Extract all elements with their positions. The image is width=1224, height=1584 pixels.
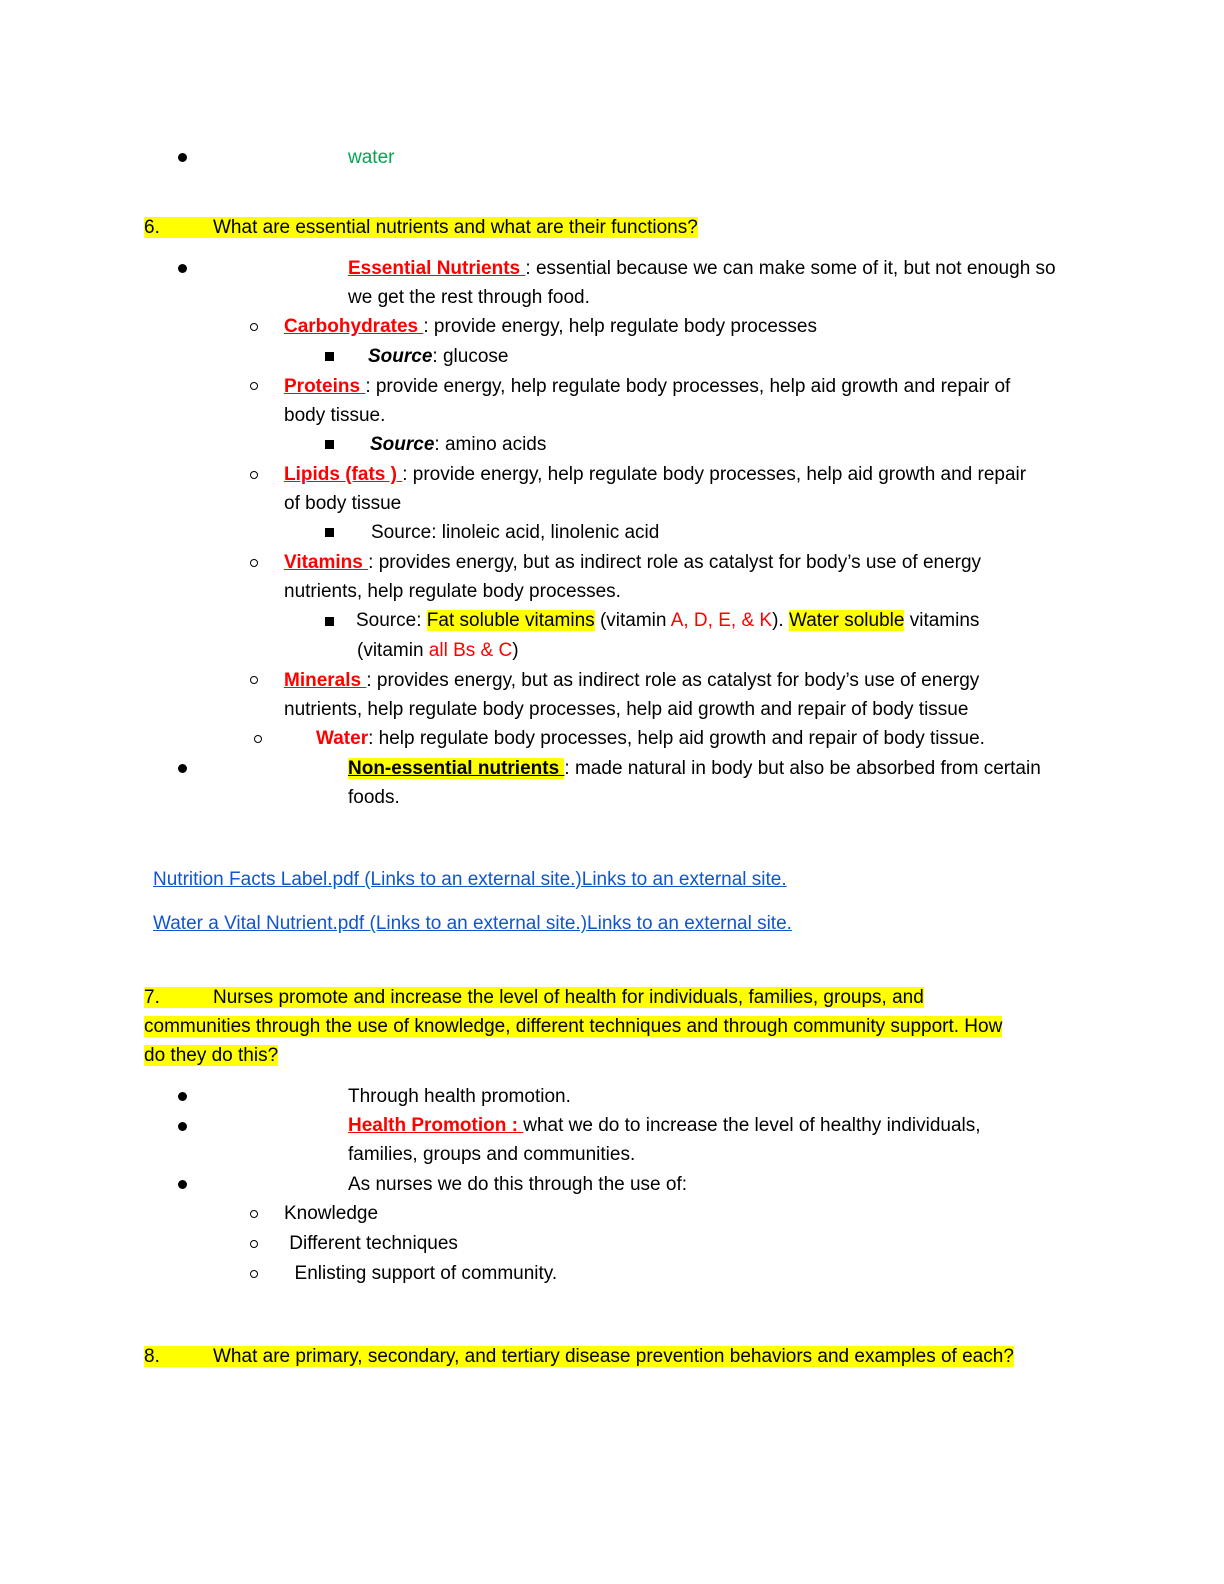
question-number: 8. — [144, 1346, 160, 1367]
lipids-line — [284, 463, 1026, 487]
source-prefix: Source: — [356, 610, 427, 631]
lipids-line2: of body tissue — [284, 493, 402, 514]
water-item: water — [348, 147, 395, 168]
health-promotion-text: what we do to increase the level of healthy individuals, — [523, 1115, 981, 1136]
sub-bullet-icon — [250, 559, 258, 567]
square-bullet-icon — [325, 528, 334, 537]
source-text: : amino acids — [434, 434, 547, 455]
vitamins-line — [284, 551, 981, 575]
minerals-line — [284, 669, 979, 693]
proteins-source — [370, 433, 546, 457]
question-text: Nurses promote and increase the level of health for individuals, families, groups, and — [213, 987, 924, 1008]
health-promotion-def — [348, 1114, 981, 1138]
sub-bullet-icon — [254, 735, 262, 743]
source-text: ) — [512, 640, 519, 661]
minerals-text: : provides energy, but as indirect role as catalyst for body’s use of energy — [366, 670, 980, 691]
bullet-icon — [178, 264, 187, 273]
proteins-line — [284, 375, 1010, 399]
sub-item-knowledge: Knowledge — [284, 1203, 379, 1224]
bullet-icon — [178, 1092, 187, 1101]
bullet-icon — [178, 1180, 187, 1189]
sub-bullet-icon — [250, 676, 258, 684]
question-text: What are primary, secondary, and tertiary disease prevention behaviors and examples of each? — [213, 1346, 1014, 1367]
nonessential-text: : made natural in body but also be absorbed from certain — [564, 758, 1041, 779]
square-bullet-icon — [325, 440, 334, 449]
question-number: 7. — [144, 987, 160, 1008]
essential-nutrients-label: Essential Nutrients — [348, 258, 526, 279]
square-bullet-icon — [325, 352, 334, 361]
minerals-label: Minerals — [284, 670, 367, 691]
health-promotion-def-line2: families, groups and communities. — [348, 1144, 636, 1165]
source-label: Source — [368, 346, 433, 367]
question-7-line3 — [144, 1041, 278, 1070]
essential-nutrients-line2: we get the rest through food. — [348, 287, 590, 308]
nonessential-label: Non-essential nutrients — [348, 758, 565, 779]
question-text: communities through the use of knowledge, different techniques and through community support. How — [144, 1016, 1003, 1037]
sub-item-techniques: Different techniques — [284, 1233, 458, 1254]
sub-bullet-icon — [250, 1270, 258, 1278]
question-7 — [144, 983, 924, 1012]
carbohydrates-label: Carbohydrates — [284, 316, 424, 337]
water-soluble-highlight: Water soluble — [788, 610, 905, 631]
essential-nutrients-text: : essential because we can make some of it, but not enough so — [525, 258, 1056, 279]
vitamins-source — [356, 609, 979, 633]
sub-bullet-icon — [250, 1240, 258, 1248]
square-bullet-icon — [325, 617, 334, 626]
nurses-use-of: As nurses we do this through the use of: — [348, 1174, 688, 1195]
water-text: : help regulate body processes, help aid growth and repair of body tissue. — [368, 728, 985, 749]
lipids-text: : provide energy, help regulate body processes, help aid growth and repair — [402, 464, 1027, 485]
nonessential-line2: foods. — [348, 787, 400, 808]
question-text: do they do this? — [144, 1045, 279, 1066]
question-8 — [144, 1342, 1014, 1371]
bullet-icon — [178, 764, 187, 773]
vitamins-source-line2 — [357, 639, 519, 663]
carbohydrates-line — [284, 315, 817, 339]
proteins-label: Proteins — [284, 376, 366, 397]
proteins-line2: body tissue. — [284, 405, 386, 426]
sub-bullet-icon — [250, 1210, 258, 1218]
essential-nutrients-line — [348, 257, 1056, 281]
bullet-icon — [178, 1122, 187, 1131]
sub-item-community: Enlisting support of community. — [284, 1263, 558, 1284]
vitamins-text: : provides energy, but as indirect role as catalyst for body’s use of energy — [368, 552, 982, 573]
water-label: Water — [316, 728, 369, 749]
source-text: (vitamin — [357, 640, 429, 661]
water-soluble-list: all Bs & C — [428, 640, 513, 661]
question-text: What are essential nutrients and what are their functions? — [213, 217, 698, 238]
health-promotion-label: Health Promotion : — [348, 1115, 524, 1136]
sub-bullet-icon — [250, 471, 258, 479]
lipids-source: Source: linoleic acid, linolenic acid — [371, 522, 660, 543]
vitamins-label: Vitamins — [284, 552, 369, 573]
vitamins-line2: nutrients, help regulate body processes. — [284, 581, 621, 602]
carbohydrates-text: : provide energy, help regulate body processes — [423, 316, 817, 337]
fat-soluble-highlight: Fat soluble vitamins — [426, 610, 595, 631]
bullet-icon — [178, 153, 187, 162]
sub-bullet-icon — [250, 323, 258, 331]
nonessential-line — [348, 757, 1041, 781]
health-promotion-bullet: Through health promotion. — [348, 1086, 571, 1107]
question-number: 6. — [144, 217, 160, 238]
source-label: Source — [370, 434, 435, 455]
lipids-label: Lipids (fats ) — [284, 464, 403, 485]
nutrition-facts-link[interactable]: Nutrition Facts Label.pdf (Links to an external site.)Links to an external site. — [153, 869, 787, 890]
carbohydrates-source — [368, 345, 508, 369]
minerals-line2: nutrients, help regulate body processes, help aid growth and repair of body tissue — [284, 699, 969, 720]
question-6 — [144, 213, 698, 242]
source-text: : glucose — [432, 346, 509, 367]
source-text: ). — [772, 610, 789, 631]
source-text: (vitamin — [594, 610, 671, 631]
water-line — [316, 727, 985, 751]
water-vital-nutrient-link[interactable]: Water a Vital Nutrient.pdf (Links to an external site.)Links to an external site. — [153, 913, 792, 934]
sub-bullet-icon — [250, 382, 258, 390]
question-7-line2 — [144, 1012, 1002, 1041]
fat-soluble-list: A, D, E, & K — [670, 610, 773, 631]
source-text: vitamins — [904, 610, 980, 631]
proteins-text: : provide energy, help regulate body processes, help aid growth and repair of — [365, 376, 1011, 397]
